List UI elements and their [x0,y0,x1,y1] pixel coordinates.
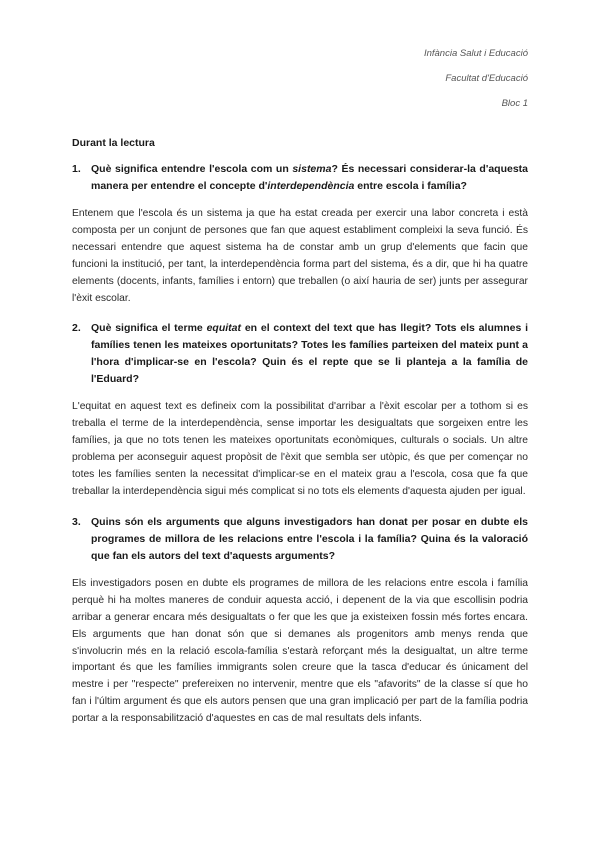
term-sistema: sistema [292,163,332,175]
section-title: Durant la lectura [72,137,155,149]
header-block: Bloc 1 [501,98,528,109]
question-2 [72,320,528,388]
answer-2: L'equitat en aquest text es defineix com la possibilitat d'arribar a l'èxit escolar per a tothom si es treballa el terme de la interdependència, sense importar les desigualtats que sorgeixen entre les famílies, ja que no tots tenen les mateixes oportunitats econòmiques, culturals o socials. Un altre problema per aconseguir aquest propòsit de l'èxit que sembla ser utòpic, és que per començar no totes les famílies senten la necessitat d'implicar-se en el mateix grau a l'escola, cosa que fa que treballar la interdependència sigui més complicat si no tots els elements d'aquesta ajuden per igual. [72,401,528,497]
answer-1: Entenem que l'escola és un sistema ja que ha estat creada per exercir una labor concreta i està composta per un conjunt de persones que fan que aquest establiment compleixi la seva funció. És necessari entendre que aquest sistema ha de constar amb un grup d'elements que facin que funcioni la institució, per tant, la interdependència forma part del sistema, és a dir, que hi ha quatre elements (docents, infants, famílies i entorn) que treballen (o així hauria de ser) junts per assegurar l'èxit escolar. [72,208,528,304]
question-text: Què significa el terme equitat en el context del text que has llegit? Tots els alumnes i famílies tenen les mateixes oportunitats? Totes les famílies parteixen del mateix punt a l'hora d'implicar-se en l'escola? Quin és el repte que se li planteja a la família de l'Eduard? [91,322,529,386]
question-text: Què significa entendre l'escola com un sistema? És necessari considerar-la d'aquesta manera per entendre el concepte d'interdependència entre escola i família? [91,163,529,192]
question-text: Quins són els arguments que alguns investigadors han donat per posar en dubte els programes de millora de les relacions entre l'escola i la família? Quina és la valoració que fan els autors del text d'aquests arguments? [91,515,528,562]
term-interdependencia: interdependència [267,180,355,192]
header-course: Infància Salut i Educació [423,48,528,59]
answer-3: Els investigadors posen en dubte els programes de millora de les relacions entre escola i família perquè hi ha moltes maneres de conduir aquesta acció, i depenent de la via que escollisin podria arribar a generar encara més desigualtats o fer que les que ja existeixen fossin més fortes encara. Els arguments que han donat són que si demanes als progenitors amb menys renda que s'involucrin més en la relació escola-família s'estarà reforçant més la desigualtat, un altre terme important és que les famílies immigrants solen creure que la tasca d'educar és únicament del mestre i per "respecte" prefereixen no intervenir, mentre que els "afavorits" de la classe sí que ho fan i l'últim argument és que els autors pensen que una gran implicació per part de la família podria portar a la responsabilització d'aquestes en cas de mal resultats dels infants. [72,577,528,725]
question-3 [72,514,528,565]
document-body [72,137,528,741]
question-number: 2. [72,322,81,335]
question-number: 3. [72,515,81,528]
header-faculty: Facultat d'Educació [445,73,528,84]
term-equitat: equitat [206,322,242,335]
question-1 [72,161,528,195]
question-number: 1. [72,163,81,175]
